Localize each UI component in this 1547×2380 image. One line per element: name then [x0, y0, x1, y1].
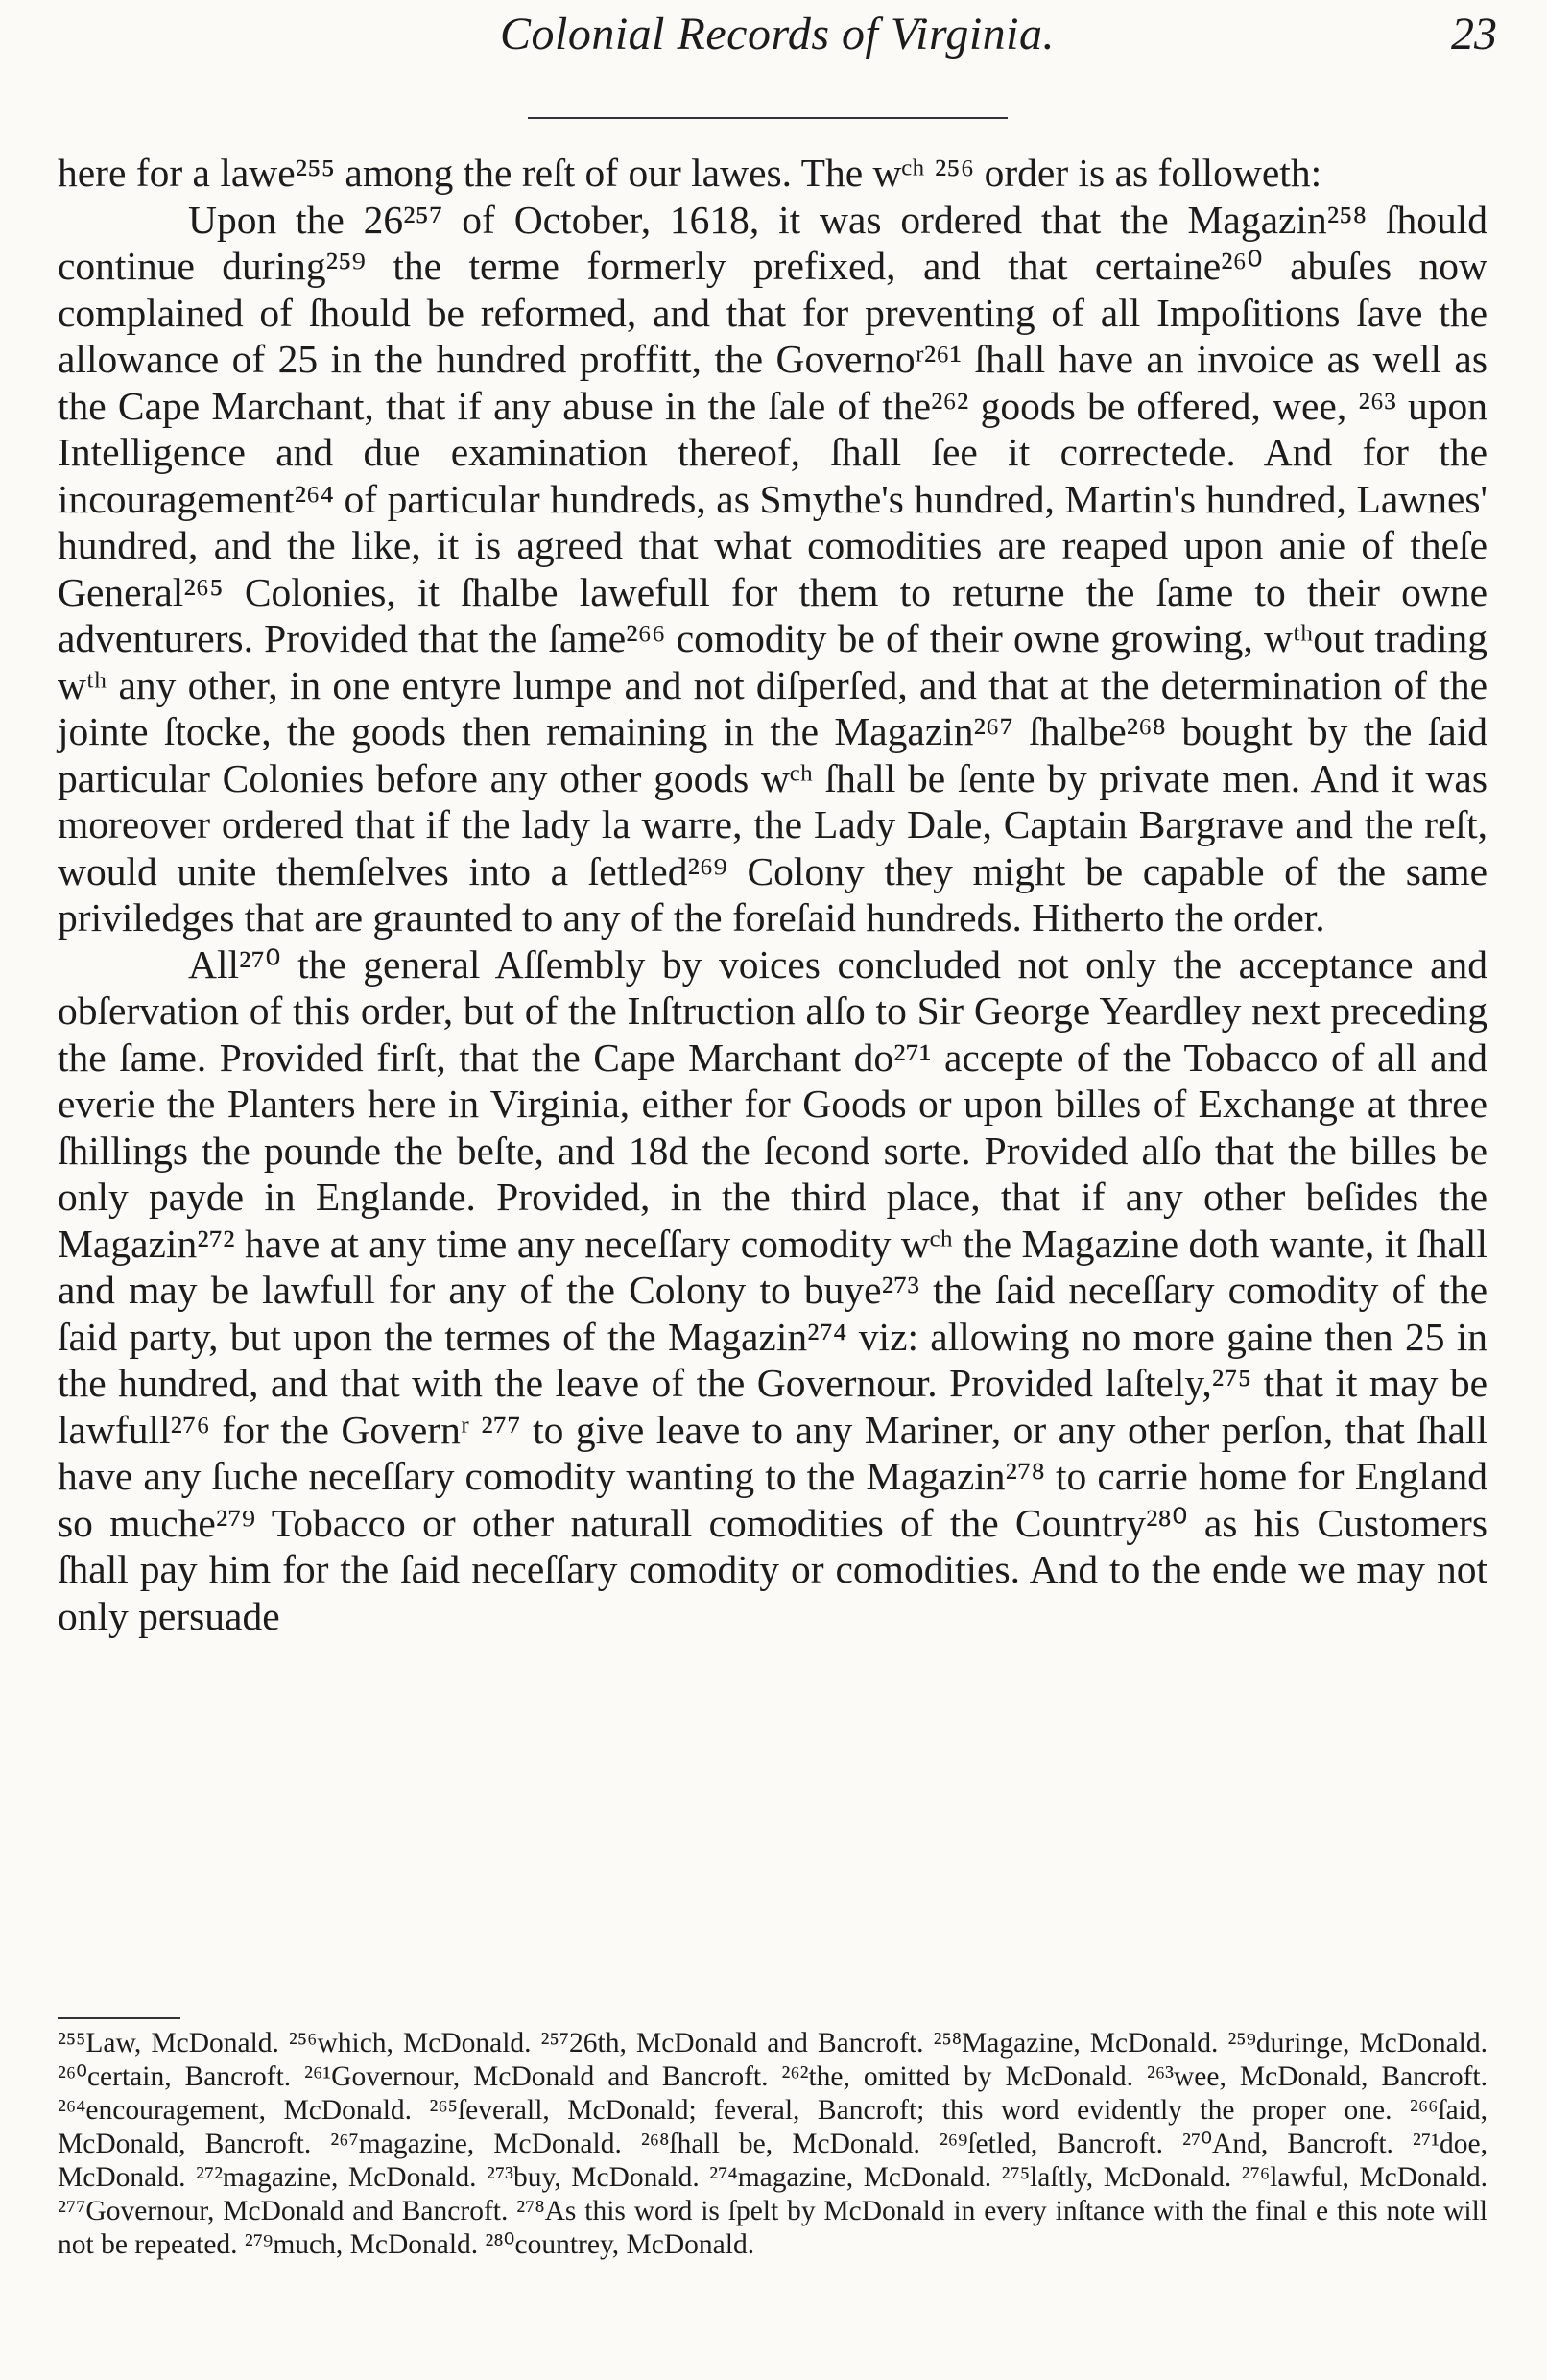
page-header [58, 8, 1497, 75]
running-title: Colonial Records of Virginia. [499, 9, 1056, 60]
footnotes: ²⁵⁵Law, McDonald. ²⁵⁶which, McDonald. ²⁵⁷26th, McDonald and Bancroft. ²⁵⁸Magazine, McDonald. ²⁵⁹duringe, McDonald. ²⁶⁰certain, Bancroft. ²⁶¹Governour, McDonald and Bancroft. ²⁶²the, omitted by McDonald. ²⁶³wee, McDonald, Bancroft. ²⁶⁴encouragement, McDonald. ²⁶⁵ſeverall, McDonald; feveral, Bancroft; this word evidently the proper one. ²⁶⁶ſaid, McDonald, Bancroft. ²⁶⁷magazine, McDonald. ²⁶⁸ſhall be, McDonald. ²⁶⁹ſetled, Bancroft. ²⁷⁰And, Bancroft. ²⁷¹doe, McDonald. ²⁷²magazine, McDonald. ²⁷³buy, McDonald. ²⁷⁴magazine, McDonald. ²⁷⁵laſtly, McDonald. ²⁷⁶lawful, McDonald. ²⁷⁷Governour, McDonald and Bancroft. ²⁷⁸As this word is ſpelt by McDonald in every inſtance with the final e this note will not be repeated. ²⁷⁹much, McDonald. ²⁸⁰countrey, McDonald. [58, 2028, 1488, 2260]
header-divider [528, 117, 1008, 119]
page-number: 23 [1451, 9, 1497, 60]
body-text [58, 150, 1488, 1639]
footnote-divider [58, 2017, 180, 2019]
paragraph: All²⁷⁰ the general Aſſembly by voices concluded not only the acceptance and obſervation of this order, but of the Inſtruction alſo to Sir George Yeardley next preceding the ſame. Provided firſt, that the Cape Marchant do²⁷¹ accepte of the Tobacco of all and everie the Planters here in Virginia, either for Goods or upon billes of Exchange at three ſhillings the pounde the beſte, and 18d the ſecond sorte. Provided alſo that the billes be only payde in Englande. Provided, in the third place, that if any other beſides the Magazin²⁷² have at any time any neceſſary comodity wᶜʰ the Magazine doth wante, it ſhall and may be lawfull for any of the Colony to buye²⁷³ the ſaid neceſſary comodity of the ſaid party, but upon the termes of the Magazin²⁷⁴ viz: allowing no more gaine then 25 in the hundred, and that with the leave of the Governour. Provided laſtely,²⁷⁵ that it may be lawfull²⁷⁶ for the Governʳ ²⁷⁷ to give leave to any Mariner, or any other perſon, that ſhall have any ſuche neceſſary comodity wanting to the Magazin²⁷⁸ to carrie home for England so muche²⁷⁹ Tobacco or other naturall comodities of the Country²⁸⁰ as his Customers ſhall pay him for the ſaid neceſſary comodity or comodities. And to the ende we may not only persuade [58, 941, 1488, 1638]
paragraph: Upon the 26²⁵⁷ of October, 1618, it was ordered that the Magazin²⁵⁸ ſhould continue during²⁵⁹ the terme formerly prefixed, and that certaine²⁶⁰ abuſes now complained of ſhould be reformed, and that for preventing of all Impoſitions ſave the allowance of 25 in the hundred proffitt, the Governoʳ²⁶¹ ſhall have an invoice as well as the Cape Marchant, that if any abuse in the ſale of the²⁶² goods be offered, wee, ²⁶³ upon Intelligence and due examination thereof, ſhall ſee it correctede. And for the incouragement²⁶⁴ of particular hundreds, as Smythe's hundred, Martin's hundred, Lawnes' hundred, and the like, it is agreed that what comodities are reaped upon anie of theſe General²⁶⁵ Colonies, it ſhalbe lawefull for them to returne the ſame to their owne adventurers. Provided that the ſame²⁶⁶ comodity be of their owne growing, wᵗʰout trading wᵗʰ any other, in one entyre lumpe and not diſperſed, and that at the determination of the jointe ſtocke, the goods then remaining in the Magazin²⁶⁷ ſhalbe²⁶⁸ bought by the ſaid particular Colonies before any other goods wᶜʰ ſhall be ſente by private men. And it was moreover ordered that if the lady la warre, the Lady Dale, Captain Bargrave and the reſt, would unite themſelves into a ſettled²⁶⁹ Colony they might be capable of the same priviledges that are graunted to any of the foreſaid hundreds. Hitherto the order. [58, 197, 1488, 940]
paragraph: here for a lawe²⁵⁵ among the reſt of our lawes. The wᶜʰ ²⁵⁶ order is as followeth: [58, 151, 1322, 195]
